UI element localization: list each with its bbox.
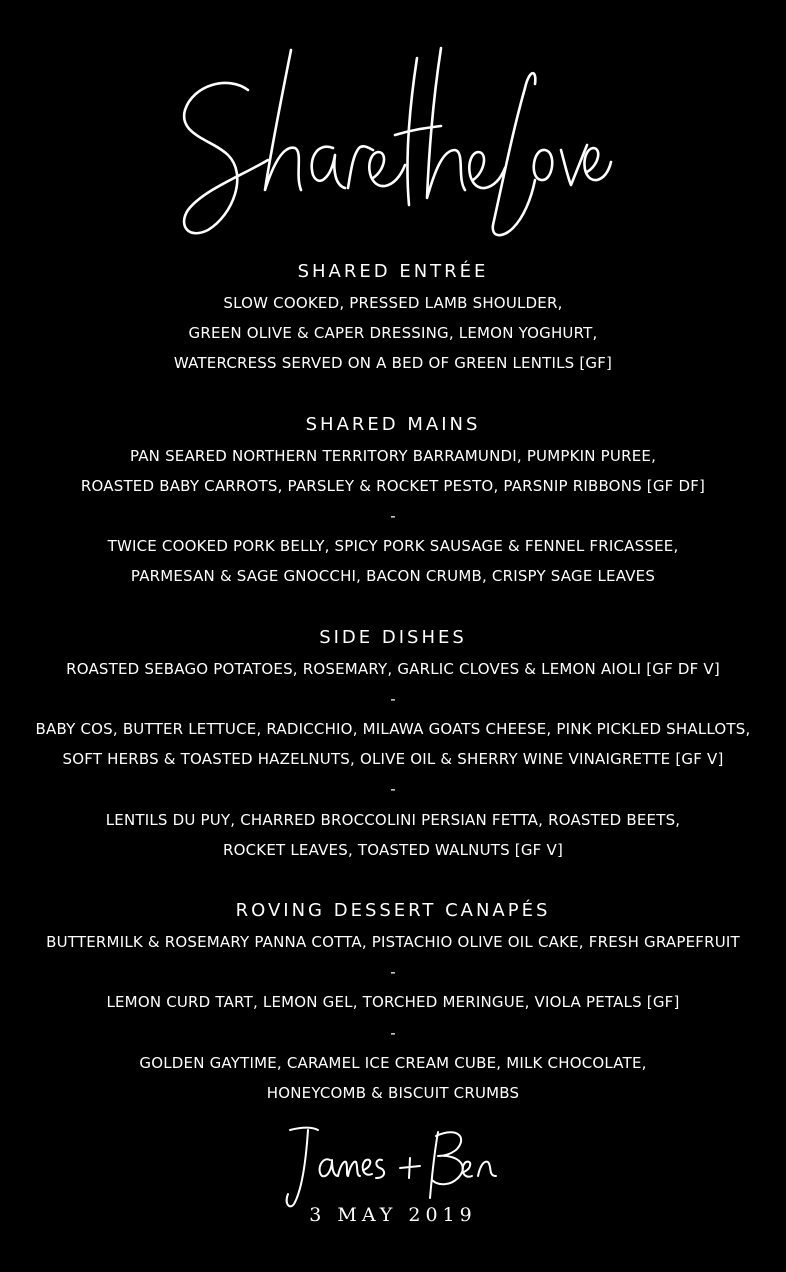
menu-line: GREEN OLIVE & CAPER DRESSING, LEMON YOGHURT,: [188, 324, 598, 343]
menu-line: BUTTERMILK & ROSEMARY PANNA COTTA, PISTACHIO OLIVE OIL CAKE, FRESH GRAPEFRUIT: [46, 933, 740, 952]
event-date: 3 MAY 2019: [309, 1204, 477, 1226]
menu-separator: -: [390, 1023, 396, 1042]
menu-section-mains: [0, 409, 786, 592]
menu-line: ROASTED SEBAGO POTATOES, ROSEMARY, GARLIC CLOVES & LEMON AIOLI [GF DF V]: [66, 659, 720, 678]
section-heading: ROVING DESSERT CANAPÉS: [235, 900, 551, 922]
script-title: [0, 40, 786, 245]
menu-line: BABY COS, BUTTER LETTUCE, RADICCHIO, MILAWA GOATS CHEESE, PINK PICKLED SHALLOTS,: [35, 720, 751, 739]
menu-section-sides: [0, 622, 786, 865]
menu-line: GOLDEN GAYTIME, CARAMEL ICE CREAM CUBE, MILK CHOCOLATE,: [139, 1053, 647, 1072]
section-heading: SHARED ENTRÉE: [297, 261, 489, 282]
menu-line: ROASTED BABY CARROTS, PARSLEY & ROCKET PESTO, PARSNIP RIBBONS [GF DF]: [80, 476, 706, 495]
menu-line: LEMON CURD TART, LEMON GEL, TORCHED MERINGUE, VIOLA PETALS [GF]: [106, 993, 680, 1012]
james-and-ben-lettering: [278, 1120, 508, 1210]
menu-line: PARMESAN & SAGE GNOCCHI, BACON CRUMB, CRISPY SAGE LEAVES: [130, 567, 656, 586]
signature: [0, 1120, 786, 1210]
menu-section-dessert: [0, 895, 786, 1108]
section-heading: SIDE DISHES: [319, 626, 467, 648]
menu-line: WATERCRESS SERVED ON A BED OF GREEN LENTILS [GF]: [173, 354, 613, 373]
share-the-love-lettering: [173, 40, 613, 245]
menu-section-entree: [0, 256, 786, 379]
menu-line: LENTILS DU PUY, CHARRED BROCCOLINI PERSIAN FETTA, ROASTED BEETS,: [105, 810, 681, 829]
menu-line: HONEYCOMB & BISCUIT CRUMBS: [266, 1084, 520, 1103]
menu-separator: -: [390, 689, 396, 708]
menu-separator: -: [390, 780, 396, 799]
menu-line: SLOW COOKED, PRESSED LAMB SHOULDER,: [223, 294, 563, 312]
menu-line: SOFT HERBS & TOASTED HAZELNUTS, OLIVE OIL & SHERRY WINE VINAIGRETTE [GF V]: [62, 750, 724, 769]
menu-line: PAN SEARED NORTHERN TERRITORY BARRAMUNDI, PUMPKIN PUREE,: [129, 446, 657, 465]
menu: [0, 256, 786, 1138]
menu-separator: -: [390, 963, 396, 982]
section-heading: SHARED MAINS: [305, 413, 481, 435]
menu-line: ROCKET LEAVES, TOASTED WALNUTS [GF V]: [223, 840, 563, 859]
menu-separator: -: [390, 507, 396, 526]
menu-line: TWICE COOKED PORK BELLY, SPICY PORK SAUSAGE & FENNEL FRICASSEE,: [107, 537, 679, 556]
